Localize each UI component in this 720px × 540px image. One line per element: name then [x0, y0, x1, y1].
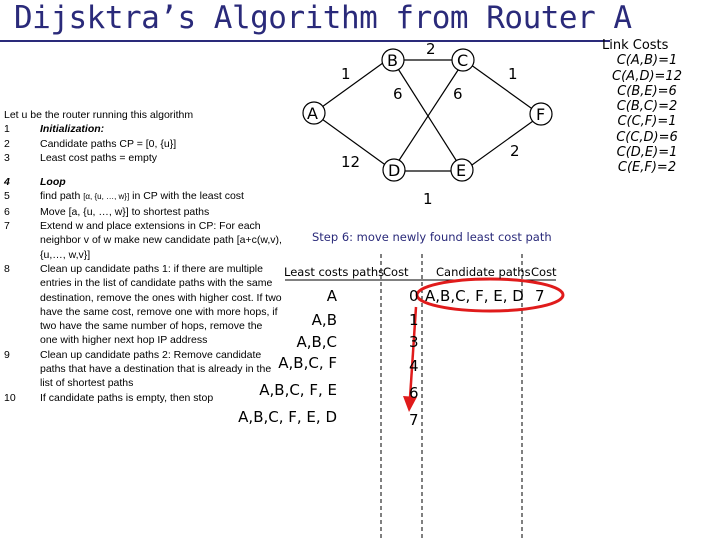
algorithm-line: 5 find path [α, {u, …, w}] in CP with the least cost — [4, 190, 244, 203]
edge-weight-cf: 1 — [508, 65, 518, 83]
link-cost-item: C(C,F)=1 — [617, 114, 677, 130]
algorithm-line: 4 Loop — [4, 176, 66, 189]
algorithm-line: 6 Move [a, {u, …, w}] to shortest paths — [4, 205, 210, 218]
least-cost-path: A,B,C, F, E, D — [238, 408, 337, 426]
node-label-d: D — [388, 161, 401, 180]
cost-header-2: Cost — [531, 265, 557, 279]
link-cost-item: C(D,E)=1 — [616, 145, 678, 161]
algorithm-line: 8 Clean up candidate paths 1: if there are multiple entries in the list of candidate paths with the same destination, remove the ones with higher cost. If two have the same cost, remove one with more hops, if two have the same number of hops, remove the one with higher next hop IP address — [4, 262, 282, 347]
link-cost-item: C(A,D)=12 — [612, 68, 682, 84]
slide-title: Dijsktra’s Algorithm from Router A — [14, 0, 632, 36]
least-cost-value: 7 — [409, 411, 419, 429]
node-label-e: E — [456, 161, 467, 180]
edge-weight-ab: 1 — [341, 65, 351, 83]
edge-e-f — [465, 116, 540, 170]
edge-weight-ef: 2 — [510, 142, 520, 160]
candidate-header: Candidate paths — [436, 265, 531, 279]
edge-weight-ad: 12 — [341, 153, 361, 171]
link-cost-item: C(C,D)=6 — [616, 129, 678, 145]
least-cost-value: 4 — [409, 357, 419, 375]
algorithm-line: 7 Extend w and place extensions in CP: For each neighbor v of w make new candidate path [a+c(w,v), {u,…, w,v}] — [4, 220, 282, 261]
least-cost-value: 3 — [409, 333, 419, 351]
cost-header-1: Cost — [383, 265, 409, 279]
least-cost-header: Least costs paths — [284, 265, 385, 279]
link-cost-item: C(A,B)=1 — [616, 53, 678, 69]
least-cost-value: 0 — [409, 287, 419, 305]
algorithm-line: 2 Candidate paths CP = [0, {u}] — [4, 137, 177, 150]
least-cost-value: 1 — [409, 311, 419, 329]
algorithm-line: 1 Initialization: — [4, 123, 105, 136]
node-label-c: C — [457, 51, 469, 70]
least-cost-path: A,B,C, F — [278, 354, 337, 372]
algorithm-line: 3 Least cost paths = empty — [4, 151, 158, 164]
edge-a-b — [315, 60, 387, 112]
least-cost-path: A,B,C, F, E — [259, 381, 337, 399]
least-cost-value: 6 — [409, 384, 419, 402]
step-description: Step 6: move newly found least cost path — [312, 230, 552, 244]
link-cost-item: C(B,C)=2 — [616, 99, 678, 115]
link-costs-heading: Link Costs — [602, 38, 669, 53]
node-label-b: B — [387, 51, 398, 70]
algorithm-line: 9 Clean up candidate paths 2: Remove candidate paths that have a destination that is already in the list of shortest paths — [4, 348, 272, 390]
link-cost-item: C(B,E)=6 — [617, 83, 677, 99]
candidate-cost: 7 — [535, 287, 545, 305]
least-cost-path: A,B,C — [296, 333, 337, 351]
node-label-f: F — [536, 105, 546, 124]
edge-c-f — [467, 62, 538, 113]
node-label-a: A — [307, 104, 318, 123]
edge-weight-de: 1 — [423, 190, 433, 208]
least-cost-path: A — [326, 287, 337, 305]
edge-weight-bc: 2 — [426, 40, 436, 58]
algorithm-intro: Let u be the router running this algorithm — [4, 109, 194, 121]
edge-weight-ce-cross: 6 — [453, 85, 463, 103]
least-cost-path: A,B — [311, 311, 337, 329]
candidate-path: A,B,C, F, E, D — [425, 287, 524, 305]
algorithm-line: 10 If candidate paths is empty, then stop — [4, 391, 214, 404]
edge-weight-bd-cross: 6 — [393, 85, 403, 103]
link-cost-item: C(E,F)=2 — [617, 160, 677, 176]
